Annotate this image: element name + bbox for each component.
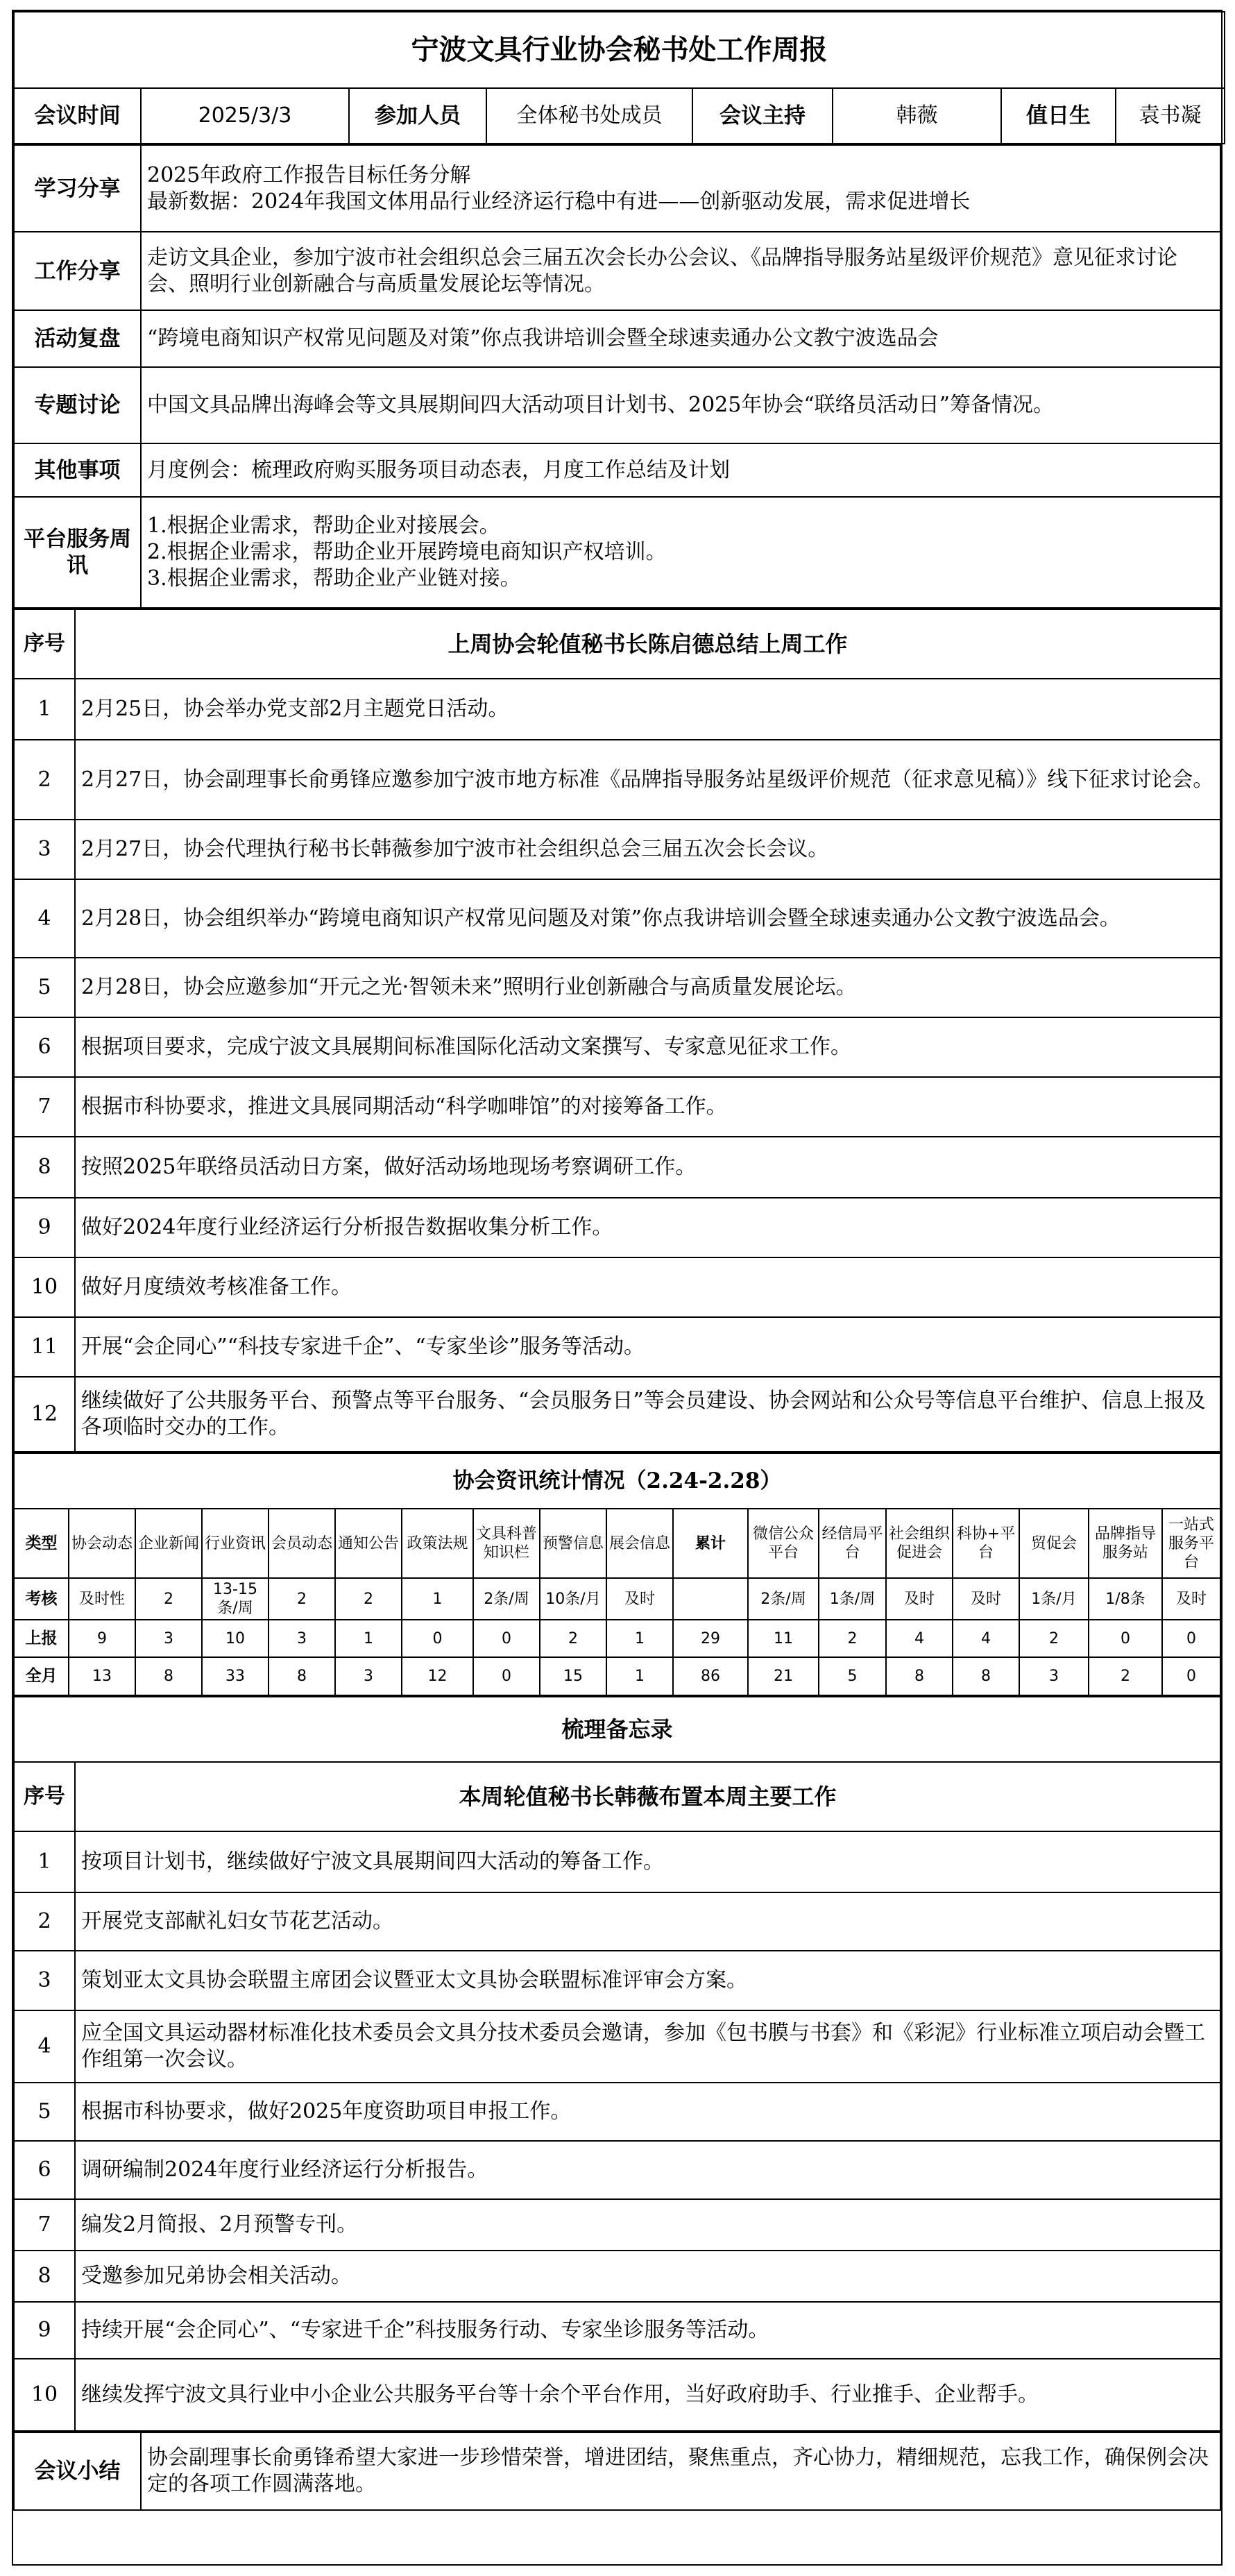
stats-assess: 1条/周	[819, 1578, 886, 1620]
last-week-item: 做好月度绩效考核准备工作。	[75, 1257, 1220, 1317]
stats-report: 2	[540, 1620, 606, 1657]
stats-col-name: 贸促会	[1019, 1509, 1089, 1578]
stats-col-name: 科协+平台	[953, 1509, 1019, 1578]
stats-col-name: 展会信息	[606, 1509, 673, 1578]
stats-report: 0	[1089, 1620, 1162, 1657]
stats-report: 0	[1162, 1620, 1220, 1657]
stats-month: 8	[269, 1657, 335, 1695]
item-number: 9	[14, 1198, 75, 1257]
last-week-item: 2月28日，协会组织举办“跨境电商知识产权常见问题及对策”你点我讲培训会暨全球速卖通办公文教宁波选品会。	[75, 879, 1220, 958]
item-number: 6	[14, 2141, 75, 2199]
this-week-item: 受邀参加兄弟协会相关活动。	[75, 2251, 1220, 2302]
stats-month: 13	[69, 1657, 135, 1695]
document-title: 宁波文具行业协会秘书处工作周报	[14, 12, 1225, 88]
summary-text: 协会副理事长俞勇锋希望大家进一步珍惜荣誉，增进团结，聚焦重点，齐心协力，精细规范，忘我工作，确保例会决定的各项工作圆满落地。	[141, 2432, 1220, 2510]
stats-row-label: 类型	[14, 1509, 69, 1578]
meeting-time-value: 2025/3/3	[141, 88, 349, 144]
stats-assess: 及时性	[69, 1578, 135, 1620]
info-table	[13, 144, 1221, 609]
stats-month: 3	[1019, 1657, 1089, 1695]
stats-assess: 及时	[606, 1578, 673, 1620]
stats-assess: 2条/周	[748, 1578, 819, 1620]
attendees-value: 全体秘书处成员	[486, 88, 692, 144]
stats-col-name: 一站式服务平台	[1162, 1509, 1220, 1578]
stats-col-name: 社会组织促进会	[886, 1509, 953, 1578]
weekly-report-document	[12, 10, 1223, 2566]
last-week-item: 根据市科协要求，推进文具展同期活动“科学咖啡馆”的对接筹备工作。	[75, 1077, 1220, 1137]
stats-col-name: 品牌指导服务站	[1089, 1509, 1162, 1578]
stats-report: 10	[202, 1620, 269, 1657]
last-week-item: 继续做好了公共服务平台、预警点等平台服务、“会员服务日”等会员建设、协会网站和公众号等信息平台维护、信息上报及各项临时交办的工作。	[75, 1377, 1220, 1452]
stats-assess: 10条/月	[540, 1578, 606, 1620]
stats-col-name: 行业资讯	[202, 1509, 269, 1578]
stats-assess: 1	[402, 1578, 473, 1620]
info-content-platform	[141, 497, 1220, 608]
stats-col-name: 企业新闻	[135, 1509, 202, 1578]
last-week-item: 根据项目要求，完成宁波文具展期间标准国际化活动文案撰写、专家意见征求工作。	[75, 1017, 1220, 1077]
last-week-table	[13, 609, 1221, 1452]
item-number: 4	[14, 879, 75, 958]
item-number: 3	[14, 1951, 75, 2010]
item-number: 2	[14, 1892, 75, 1951]
info-label-other: 其他事项	[14, 443, 141, 497]
stats-col-name: 经信局平台	[819, 1509, 886, 1578]
stats-month: 15	[540, 1657, 606, 1695]
stats-assess: 13-15条/周	[202, 1578, 269, 1620]
stats-col-name: 会员动态	[269, 1509, 335, 1578]
last-week-item: 2月27日，协会代理执行秘书长韩薇参加宁波市社会组织总会三届五次会长会议。	[75, 820, 1220, 879]
last-week-seq-label: 序号	[14, 609, 75, 679]
stats-report: 1	[335, 1620, 402, 1657]
item-number: 6	[14, 1017, 75, 1077]
stats-assess: 及时	[1162, 1578, 1220, 1620]
stats-month: 2	[1089, 1657, 1162, 1695]
stats-assess: 2	[335, 1578, 402, 1620]
item-number: 12	[14, 1377, 75, 1452]
last-week-item: 2月25日，协会举办党支部2月主题党日活动。	[75, 679, 1220, 740]
stats-assess: 及时	[886, 1578, 953, 1620]
stats-report: 0	[402, 1620, 473, 1657]
this-week-item: 根据市科协要求，做好2025年度资助项目申报工作。	[75, 2083, 1220, 2141]
stats-col-name: 文具科普知识栏	[473, 1509, 540, 1578]
stats-report: 1	[606, 1620, 673, 1657]
stats-month: 8	[953, 1657, 1019, 1695]
header-table	[13, 11, 1225, 144]
item-number: 1	[14, 1831, 75, 1892]
this-week-item: 应全国文具运动器材标准化技术委员会文具分技术委员会邀请，参加《包书膜与书套》和《彩泥》行业标准立项启动会暨工作组第一次会议。	[75, 2010, 1220, 2083]
info-line: 3.根据企业需求，帮助企业产业链对接。	[147, 566, 521, 591]
duty-label: 值日生	[1001, 88, 1116, 144]
stats-assess: 2	[135, 1578, 202, 1620]
info-label-platform: 平台服务周讯	[14, 497, 141, 608]
last-week-item: 做好2024年度行业经济运行分析报告数据收集分析工作。	[75, 1198, 1220, 1257]
memo-heading: 梳理备忘录	[14, 1697, 1220, 1762]
this-week-item: 调研编制2024年度行业经济运行分析报告。	[75, 2141, 1220, 2199]
this-week-item: 编发2月简报、2月预警专刊。	[75, 2199, 1220, 2251]
stats-row-label: 上报	[14, 1620, 69, 1657]
stats-table	[13, 1452, 1221, 1696]
item-number: 3	[14, 820, 75, 879]
stats-row-label: 全月	[14, 1657, 69, 1695]
info-label-study: 学习分享	[14, 145, 141, 232]
this-week-item: 开展党支部献礼妇女节花艺活动。	[75, 1892, 1220, 1951]
info-content-topic: 中国文具品牌出海峰会等文具展期间四大活动项目计划书、2025年协会“联络员活动日”筹备情况。	[141, 367, 1220, 443]
last-week-item: 按照2025年联络员活动日方案，做好活动场地现场考察调研工作。	[75, 1137, 1220, 1198]
last-week-item: 开展“会企同心”“科技专家进千企”、“专家坐诊”服务等活动。	[75, 1317, 1220, 1377]
host-value: 韩薇	[833, 88, 1001, 144]
stats-report: 11	[748, 1620, 819, 1657]
stats-report: 2	[1019, 1620, 1089, 1657]
info-line: 2.根据企业需求，帮助企业开展跨境电商知识产权培训。	[147, 540, 667, 564]
stats-month: 12	[402, 1657, 473, 1695]
this-week-seq-label: 序号	[14, 1762, 75, 1831]
stats-month: 8	[135, 1657, 202, 1695]
info-content-other: 月度例会：梳理政府购买服务项目动态表，月度工作总结及计划	[141, 443, 1220, 497]
info-line: 2025年政府工作报告目标任务分解	[147, 162, 471, 187]
item-number: 8	[14, 2251, 75, 2302]
info-content-work: 走访文具企业，参加宁波市社会组织总会三届五次会长办公会议、《品牌指导服务站星级评价规范》意见征求讨论会、照明行业创新融合与高质量发展论坛等情况。	[141, 232, 1220, 310]
host-label: 会议主持	[692, 88, 833, 144]
duty-value: 袁书凝	[1116, 88, 1225, 144]
summary-label: 会议小结	[14, 2432, 141, 2510]
info-line: 1.根据企业需求，帮助企业对接展会。	[147, 514, 500, 538]
this-week-item: 按项目计划书，继续做好宁波文具展期间四大活动的筹备工作。	[75, 1831, 1220, 1892]
last-week-item: 2月28日，协会应邀参加“开元之光·智领未来”照明行业创新融合与高质量发展论坛。	[75, 958, 1220, 1017]
stats-month: 8	[886, 1657, 953, 1695]
this-week-item: 继续发挥宁波文具行业中小企业公共服务平台等十余个平台作用，当好政府助手、行业推手、企业帮手。	[75, 2359, 1220, 2431]
this-week-item: 持续开展“会企同心”、“专家进千企”科技服务行动、专家坐诊服务等活动。	[75, 2302, 1220, 2359]
stats-report: 2	[819, 1620, 886, 1657]
stats-month: 3	[335, 1657, 402, 1695]
summary-table	[13, 2432, 1221, 2511]
item-number: 5	[14, 958, 75, 1017]
stats-report: 0	[473, 1620, 540, 1657]
stats-col-name: 累计	[673, 1509, 748, 1578]
this-week-item: 策划亚太文具协会联盟主席团会议暨亚太文具协会联盟标准评审会方案。	[75, 1951, 1220, 2010]
last-week-heading: 上周协会轮值秘书长陈启德总结上周工作	[75, 609, 1220, 679]
stats-col-name: 预警信息	[540, 1509, 606, 1578]
item-number: 4	[14, 2010, 75, 2083]
item-number: 9	[14, 2302, 75, 2359]
meeting-time-label: 会议时间	[14, 88, 141, 144]
stats-assess	[673, 1578, 748, 1620]
item-number: 10	[14, 2359, 75, 2431]
stats-month: 21	[748, 1657, 819, 1695]
stats-report: 4	[953, 1620, 1019, 1657]
stats-assess: 1/8条	[1089, 1578, 1162, 1620]
stats-report: 3	[135, 1620, 202, 1657]
item-number: 7	[14, 1077, 75, 1137]
stats-month: 86	[673, 1657, 748, 1695]
info-content-study	[141, 145, 1220, 232]
info-label-topic: 专题讨论	[14, 367, 141, 443]
stats-col-name: 通知公告	[335, 1509, 402, 1578]
item-number: 8	[14, 1137, 75, 1198]
item-number: 10	[14, 1257, 75, 1317]
stats-assess: 及时	[953, 1578, 1019, 1620]
item-number: 11	[14, 1317, 75, 1377]
info-label-work: 工作分享	[14, 232, 141, 310]
stats-col-name: 政策法规	[402, 1509, 473, 1578]
stats-col-name: 协会动态	[69, 1509, 135, 1578]
stats-month: 33	[202, 1657, 269, 1695]
attendees-label: 参加人员	[349, 88, 486, 144]
stats-report: 3	[269, 1620, 335, 1657]
item-number: 2	[14, 740, 75, 820]
stats-assess: 2条/周	[473, 1578, 540, 1620]
item-number: 7	[14, 2199, 75, 2251]
item-number: 1	[14, 679, 75, 740]
info-label-review: 活动复盘	[14, 310, 141, 367]
stats-month: 1	[606, 1657, 673, 1695]
this-week-table	[13, 1696, 1221, 2432]
stats-col-name: 微信公众平台	[748, 1509, 819, 1578]
info-content-review: “跨境电商知识产权常见问题及对策”你点我讲培训会暨全球速卖通办公文教宁波选品会	[141, 310, 1220, 367]
stats-assess: 1条/月	[1019, 1578, 1089, 1620]
stats-row-label: 考核	[14, 1578, 69, 1620]
this-week-heading: 本周轮值秘书长韩薇布置本周主要工作	[75, 1762, 1220, 1831]
item-number: 5	[14, 2083, 75, 2141]
stats-assess: 2	[269, 1578, 335, 1620]
stats-month: 0	[473, 1657, 540, 1695]
stats-report: 9	[69, 1620, 135, 1657]
stats-heading: 协会资讯统计情况（2.24-2.28）	[14, 1453, 1220, 1509]
info-line: 最新数据：2024年我国文体用品行业经济运行稳中有进——创新驱动发展，需求促进增长	[147, 189, 971, 214]
stats-month: 0	[1162, 1657, 1220, 1695]
stats-month: 5	[819, 1657, 886, 1695]
last-week-item: 2月27日，协会副理事长俞勇锋应邀参加宁波市地方标准《品牌指导服务站星级评价规范（征求意见稿）》线下征求讨论会。	[75, 740, 1220, 820]
stats-report: 4	[886, 1620, 953, 1657]
stats-report: 29	[673, 1620, 748, 1657]
